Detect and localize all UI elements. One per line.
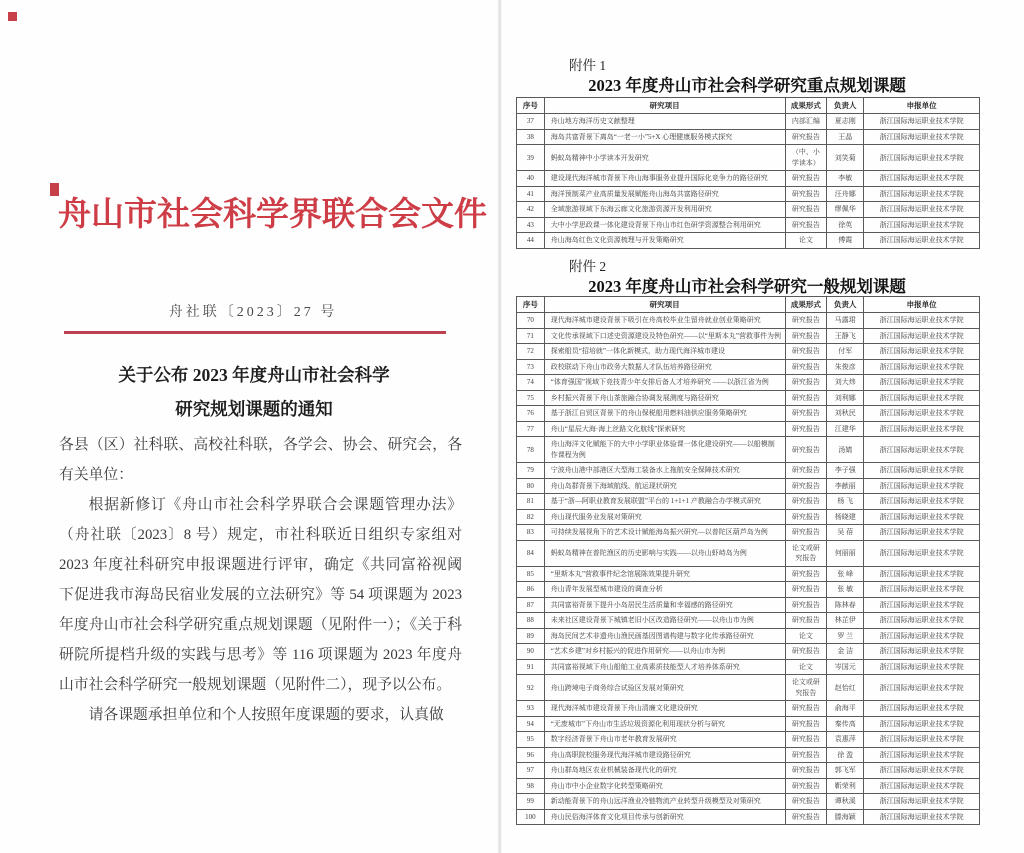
body-paragraph: 根据新修订《舟山市社会科学界联合会课题管理办法》（舟社联〔2023〕8 号）规定，市社科联近日组织专家组对 2023 年度社科研究申报课题进行评审，确定《共同富裕视阈下促进我市海岛民宿业发展的立法研究》等 54 项课题为 2023 年度舟山市社会科学研究重点规划课题（见附件一）；《关于科研院所提档升级的实践与思考》等 116 项课题为 2023 年度舟山市社会科学研究一般规划课题（见附件二），现予以公布。 xyxy=(59,497,462,693)
result-form-cell: 研究报告 xyxy=(785,747,827,763)
row-number-cell: 95 xyxy=(517,732,545,748)
project-title-cell: 舟山群岛地区农业机械装备现代化的研究 xyxy=(544,763,785,779)
row-number-cell: 73 xyxy=(517,359,545,375)
project-title-cell: 数字经济背景下舟山市老年教育发展研究 xyxy=(544,732,785,748)
unit-cell: 浙江国际海运职业技术学院 xyxy=(864,375,980,391)
leader-cell: 何丽丽 xyxy=(827,540,864,566)
result-form-cell: 论文或研究报告 xyxy=(785,540,827,566)
attachment2-label: 附件 2 xyxy=(569,259,607,274)
column-header: 成果形式 xyxy=(785,98,827,114)
row-number-cell: 77 xyxy=(517,421,545,437)
result-form-cell: 研究报告 xyxy=(785,732,827,748)
salutation-paragraph: 各县（区）社科联、高校社科联，各学会、协会、研究会，各有关单位： xyxy=(59,437,462,483)
leader-cell: 张 敏 xyxy=(827,582,864,598)
unit-cell: 浙江国际海运职业技术学院 xyxy=(864,747,980,763)
notice-title-line1: 关于公布 2023 年度舟山市社会科学 xyxy=(118,365,390,385)
leader-cell: 罗 兰 xyxy=(827,628,864,644)
row-number-cell: 94 xyxy=(517,716,545,732)
table-row xyxy=(517,145,980,171)
row-number-cell: 79 xyxy=(517,463,545,479)
result-form-cell: 研究报告 xyxy=(785,613,827,629)
row-number-cell: 98 xyxy=(517,778,545,794)
unit-cell: 浙江国际海运职业技术学院 xyxy=(864,613,980,629)
row-number-cell: 97 xyxy=(517,763,545,779)
unit-cell: 浙江国际海运职业技术学院 xyxy=(864,628,980,644)
row-number-cell: 42 xyxy=(517,202,545,218)
notice-page xyxy=(0,0,505,853)
project-title-cell: 探索船员“招培就”一体化新模式，助力现代海洋城市建设 xyxy=(544,344,785,360)
project-title-cell: “无废城市”下舟山市生活垃圾资源化利用现状分析与研究 xyxy=(544,716,785,732)
unit-cell: 浙江国际海运职业技术学院 xyxy=(864,145,980,171)
leader-cell: 马露珺 xyxy=(827,313,864,329)
table-row xyxy=(517,509,980,525)
table-row xyxy=(517,644,980,660)
attachments-page xyxy=(505,0,1024,853)
leader-cell: 王静飞 xyxy=(827,328,864,344)
result-form-cell: 论文或研究报告 xyxy=(785,675,827,701)
row-number-cell: 70 xyxy=(517,313,545,329)
table-row xyxy=(517,344,980,360)
table-row xyxy=(517,186,980,202)
row-number-cell: 90 xyxy=(517,644,545,660)
unit-cell: 浙江国际海运职业技术学院 xyxy=(864,463,980,479)
table-row xyxy=(517,540,980,566)
project-title-cell: 舟山青年发展型城市建设的调查分析 xyxy=(544,582,785,598)
general-projects-table xyxy=(516,296,980,825)
column-header: 申报单位 xyxy=(864,98,980,114)
result-form-cell: 研究报告 xyxy=(785,582,827,598)
row-number-cell: 86 xyxy=(517,582,545,598)
table-row xyxy=(517,233,980,249)
project-title-cell: “艺术乡建”对乡村振兴的促进作用研究——以舟山市为例 xyxy=(544,644,785,660)
attachment1-label: 附件 1 xyxy=(569,58,607,73)
leader-cell: 赵怡红 xyxy=(827,675,864,701)
project-title-cell: 未来社区建设背景下城镇老旧小区改造路径研究——以舟山市为例 xyxy=(544,613,785,629)
row-number-cell: 72 xyxy=(517,344,545,360)
leader-cell: 俞海平 xyxy=(827,701,864,717)
row-number-cell: 71 xyxy=(517,328,545,344)
project-title-cell: 共同富裕背景下提升小岛居民生活质量和幸福感的路径研究 xyxy=(544,597,785,613)
unit-cell: 浙江国际海运职业技术学院 xyxy=(864,675,980,701)
leader-cell: 夏志刚 xyxy=(827,114,864,130)
leader-cell: 汤婧 xyxy=(827,437,864,463)
result-form-cell: 研究报告 xyxy=(785,437,827,463)
project-title-cell: 舟山跨境电子商务综合试验区发展对策研究 xyxy=(544,675,785,701)
unit-cell: 浙江国际海运职业技术学院 xyxy=(864,716,980,732)
table-row xyxy=(517,437,980,463)
project-title-cell: 宁波舟山港中部港区大型海工装备水上拖航安全保障技术研究 xyxy=(544,463,785,479)
leader-cell: 张 峰 xyxy=(827,566,864,582)
table-header-row xyxy=(517,297,980,313)
row-number-cell: 81 xyxy=(517,494,545,510)
unit-cell: 浙江国际海运职业技术学院 xyxy=(864,359,980,375)
unit-cell: 浙江国际海运职业技术学院 xyxy=(864,421,980,437)
table-row xyxy=(517,659,980,675)
unit-cell: 浙江国际海运职业技术学院 xyxy=(864,129,980,145)
leader-cell: 陈林春 xyxy=(827,597,864,613)
project-title-cell: 海岛共富背景下离岛“一老一小”5+X 心理健康服务模式探究 xyxy=(544,129,785,145)
table-row xyxy=(517,809,980,825)
leader-cell: 刘笑菊 xyxy=(827,145,864,171)
leader-cell: 金 洁 xyxy=(827,644,864,660)
leader-cell: 汪舟娜 xyxy=(827,186,864,202)
unit-cell: 浙江国际海运职业技术学院 xyxy=(864,644,980,660)
project-title-cell: 舟山海洋文化赋能下的大中小学职业体验课一体化建设研究——以船模制作课程为例 xyxy=(544,437,785,463)
leader-cell: 吴 蓓 xyxy=(827,525,864,541)
table-row xyxy=(517,313,980,329)
unit-cell: 浙江国际海运职业技术学院 xyxy=(864,344,980,360)
unit-cell: 浙江国际海运职业技术学院 xyxy=(864,478,980,494)
result-form-cell: 研究报告 xyxy=(785,763,827,779)
project-title-cell: 舟山岛群背景下海域航线、航运现状研究 xyxy=(544,478,785,494)
leader-cell: 王晶 xyxy=(827,129,864,145)
unit-cell: 浙江国际海运职业技术学院 xyxy=(864,114,980,130)
table-row xyxy=(517,701,980,717)
unit-cell: 浙江国际海运职业技术学院 xyxy=(864,525,980,541)
unit-cell: 浙江国际海运职业技术学院 xyxy=(864,809,980,825)
unit-cell: 浙江国际海运职业技术学院 xyxy=(864,313,980,329)
leader-cell: 徐英 xyxy=(827,217,864,233)
row-number-cell: 44 xyxy=(517,233,545,249)
table-row xyxy=(517,478,980,494)
project-title-cell: “里斯本丸”营救事件纪念馆展陈效果提升研究 xyxy=(544,566,785,582)
result-form-cell: 研究报告 xyxy=(785,359,827,375)
project-title-cell: 共同富裕视域下舟山船舶工业高素质技能型人才培养体系研究 xyxy=(544,659,785,675)
column-header: 成果形式 xyxy=(785,297,827,313)
leader-cell: 李敏 xyxy=(827,171,864,187)
project-title-cell: 现代海洋城市建设背景下舟山清廉文化建设研究 xyxy=(544,701,785,717)
table-row xyxy=(517,375,980,391)
project-title-cell: 舟山地方海洋历史文献整理 xyxy=(544,114,785,130)
result-form-cell: 研究报告 xyxy=(785,716,827,732)
leader-cell: 傅霞 xyxy=(827,233,864,249)
project-title-cell: 基于“浙—阿职业教育发展联盟”平台的 1+1+1 产教融合办学模式研究 xyxy=(544,494,785,510)
table-row xyxy=(517,406,980,422)
unit-cell: 浙江国际海运职业技术学院 xyxy=(864,171,980,187)
unit-cell: 浙江国际海运职业技术学院 xyxy=(864,494,980,510)
table-row xyxy=(517,328,980,344)
result-form-cell: 研究报告 xyxy=(785,494,827,510)
result-form-cell: 研究报告 xyxy=(785,313,827,329)
table-row xyxy=(517,732,980,748)
row-number-cell: 40 xyxy=(517,171,545,187)
project-title-cell: 舟山海岛红色文化资源梳理与开发策略研究 xyxy=(544,233,785,249)
result-form-cell: 研究报告 xyxy=(785,566,827,582)
result-form-cell: 研究报告 xyxy=(785,644,827,660)
leader-cell: 杨 飞 xyxy=(827,494,864,510)
unit-cell: 浙江国际海运职业技术学院 xyxy=(864,509,980,525)
unit-cell: 浙江国际海运职业技术学院 xyxy=(864,390,980,406)
project-title-cell: 舟山“星辰大海·海上丝路文化航线”探索研究 xyxy=(544,421,785,437)
result-form-cell: 论文 xyxy=(785,659,827,675)
attachment1-title: 2023 年度舟山市社会科学研究重点规划课题 xyxy=(588,76,906,95)
unit-cell: 浙江国际海运职业技术学院 xyxy=(864,597,980,613)
leader-cell: 滕海颖 xyxy=(827,809,864,825)
row-number-cell: 92 xyxy=(517,675,545,701)
leader-cell: 靳荣利 xyxy=(827,778,864,794)
result-form-cell: 研究报告 xyxy=(785,463,827,479)
table-row xyxy=(517,566,980,582)
result-form-cell: 研究报告 xyxy=(785,328,827,344)
column-header: 研究项目 xyxy=(544,297,785,313)
table-row xyxy=(517,613,980,629)
result-form-cell: 研究报告 xyxy=(785,406,827,422)
row-number-cell: 93 xyxy=(517,701,545,717)
row-number-cell: 78 xyxy=(517,437,545,463)
body-paragraph: 请各课题承担单位和个人按照年度课题的要求，认真做 xyxy=(88,707,444,723)
leader-cell: 朱俊彦 xyxy=(827,359,864,375)
result-form-cell: 论文 xyxy=(785,628,827,644)
row-number-cell: 96 xyxy=(517,747,545,763)
table-row xyxy=(517,202,980,218)
project-title-cell: 舟山现代服务业发展对策研究 xyxy=(544,509,785,525)
result-form-cell: 研究报告 xyxy=(785,478,827,494)
result-form-cell: 研究报告 xyxy=(785,129,827,145)
leader-cell: 徐 盈 xyxy=(827,747,864,763)
notice-body xyxy=(59,430,462,730)
table-row xyxy=(517,763,980,779)
table-row xyxy=(517,114,980,130)
unit-cell: 浙江国际海运职业技术学院 xyxy=(864,659,980,675)
red-divider-rule xyxy=(64,331,446,334)
leader-cell: 秦传高 xyxy=(827,716,864,732)
project-title-cell: 蚂蚁岛精神中小学读本开发研究 xyxy=(544,145,785,171)
table-row xyxy=(517,494,980,510)
result-form-cell: 内部汇编 xyxy=(785,114,827,130)
unit-cell: 浙江国际海运职业技术学院 xyxy=(864,406,980,422)
key-projects-table xyxy=(516,97,980,249)
table-row xyxy=(517,129,980,145)
row-number-cell: 39 xyxy=(517,145,545,171)
row-number-cell: 37 xyxy=(517,114,545,130)
result-form-cell: 研究报告 xyxy=(785,375,827,391)
column-header: 研究项目 xyxy=(544,98,785,114)
unit-cell: 浙江国际海运职业技术学院 xyxy=(864,778,980,794)
unit-cell: 浙江国际海运职业技术学院 xyxy=(864,794,980,810)
table-row xyxy=(517,778,980,794)
notice-title-line2: 研究规划课题的通知 xyxy=(175,399,333,419)
result-form-cell: 研究报告 xyxy=(785,701,827,717)
table-row xyxy=(517,716,980,732)
leader-cell: 谭秋溪 xyxy=(827,794,864,810)
table-row xyxy=(517,794,980,810)
leader-cell: 刘秋民 xyxy=(827,406,864,422)
project-title-cell: 舟山市中小企业数字化转型策略研究 xyxy=(544,778,785,794)
unit-cell: 浙江国际海运职业技术学院 xyxy=(864,328,980,344)
row-number-cell: 80 xyxy=(517,478,545,494)
project-title-cell: 文化传承视域下口述史资源建设及特色研究——以“里斯本丸”营救事件为例 xyxy=(544,328,785,344)
row-number-cell: 88 xyxy=(517,613,545,629)
row-number-cell: 74 xyxy=(517,375,545,391)
leader-cell: 江建华 xyxy=(827,421,864,437)
table-row xyxy=(517,390,980,406)
row-number-cell: 87 xyxy=(517,597,545,613)
table-row xyxy=(517,171,980,187)
leader-cell: 郭飞军 xyxy=(827,763,864,779)
unit-cell: 浙江国际海运职业技术学院 xyxy=(864,566,980,582)
row-number-cell: 43 xyxy=(517,217,545,233)
unit-cell: 浙江国际海运职业技术学院 xyxy=(864,732,980,748)
row-number-cell: 85 xyxy=(517,566,545,582)
project-title-cell: 可持续发展视角下的艺术设计赋能海岛振兴研究—以普陀区葫芦岛为例 xyxy=(544,525,785,541)
result-form-cell: 研究报告 xyxy=(785,525,827,541)
notice-title xyxy=(58,358,450,426)
column-header: 序号 xyxy=(517,98,545,114)
row-number-cell: 38 xyxy=(517,129,545,145)
result-form-cell: 研究报告 xyxy=(785,597,827,613)
result-form-cell: 研究报告 xyxy=(785,186,827,202)
unit-cell: 浙江国际海运职业技术学院 xyxy=(864,186,980,202)
result-form-cell: 研究报告 xyxy=(785,809,827,825)
leader-cell: 李献丽 xyxy=(827,478,864,494)
project-title-cell: 新动能背景下的舟山远洋渔业冷链物流产业转型升级模型及对策研究 xyxy=(544,794,785,810)
row-number-cell: 41 xyxy=(517,186,545,202)
project-title-cell: “体育强国”视域下竞技青少年女排后备人才培养研究 ——以浙江省为例 xyxy=(544,375,785,391)
table-row xyxy=(517,628,980,644)
project-title-cell: 舟山民俗海洋体育文化项目传承与创新研究 xyxy=(544,809,785,825)
result-form-cell: 研究报告 xyxy=(785,390,827,406)
column-header: 负责人 xyxy=(827,297,864,313)
project-title-cell: 蚂蚁岛精神在普陀渔区的历史影响与实践——以舟山虾峙岛为例 xyxy=(544,540,785,566)
leader-cell: 李子强 xyxy=(827,463,864,479)
document-number: 舟社联〔2023〕27 号 xyxy=(168,305,338,320)
table-header-row xyxy=(517,98,980,114)
unit-cell: 浙江国际海运职业技术学院 xyxy=(864,437,980,463)
table-row xyxy=(517,463,980,479)
project-title-cell: 乡村振兴背景下舟山茶旅融合协调发展测度与路径研究 xyxy=(544,390,785,406)
result-form-cell: 研究报告 xyxy=(785,778,827,794)
project-title-cell: 舟山高职院校服务现代海洋城市建设路径研究 xyxy=(544,747,785,763)
unit-cell: 浙江国际海运职业技术学院 xyxy=(864,582,980,598)
leader-cell: 刘利娜 xyxy=(827,390,864,406)
unit-cell: 浙江国际海运职业技术学院 xyxy=(864,217,980,233)
row-number-cell: 76 xyxy=(517,406,545,422)
table-row xyxy=(517,747,980,763)
result-form-cell: 研究报告 xyxy=(785,171,827,187)
unit-cell: 浙江国际海运职业技术学院 xyxy=(864,202,980,218)
row-number-cell: 91 xyxy=(517,659,545,675)
project-title-cell: 政校联动下舟山市政务大数据人才队伍培养路径研究 xyxy=(544,359,785,375)
leader-cell: 林芷伊 xyxy=(827,613,864,629)
project-title-cell: 海岛民间艺术非遗舟山渔民画基因图谱构建与数字化传承路径研究 xyxy=(544,628,785,644)
table-row xyxy=(517,597,980,613)
row-number-cell: 89 xyxy=(517,628,545,644)
result-form-cell: 研究报告 xyxy=(785,421,827,437)
table-row xyxy=(517,582,980,598)
project-title-cell: 海洋预制菜产业高质量发展赋能舟山海岛共富路径研究 xyxy=(544,186,785,202)
leader-cell: 袁惠萍 xyxy=(827,732,864,748)
column-header: 负责人 xyxy=(827,98,864,114)
table-row xyxy=(517,359,980,375)
unit-cell: 浙江国际海运职业技术学院 xyxy=(864,763,980,779)
masthead-title: 舟山市社会科学界联合会文件 xyxy=(58,197,487,233)
unit-cell: 浙江国际海运职业技术学院 xyxy=(864,233,980,249)
leader-cell: 岑国元 xyxy=(827,659,864,675)
attachment2-title: 2023 年度舟山市社会科学研究一般规划课题 xyxy=(588,277,906,296)
project-title-cell: 建设现代海洋城市背景下舟山海事服务业提升国际化竞争力的路径研究 xyxy=(544,171,785,187)
result-form-cell: 研究报告 xyxy=(785,509,827,525)
column-header: 申报单位 xyxy=(864,297,980,313)
result-form-cell: 研究报告 xyxy=(785,344,827,360)
project-title-cell: 现代海洋城市建设背景下吸引在舟高校毕业生留舟就业创业策略研究 xyxy=(544,313,785,329)
result-form-cell: 论文 xyxy=(785,233,827,249)
result-form-cell: 研究报告 xyxy=(785,794,827,810)
row-number-cell: 100 xyxy=(517,809,545,825)
row-number-cell: 84 xyxy=(517,540,545,566)
leader-cell: 杨晓建 xyxy=(827,509,864,525)
table-row xyxy=(517,675,980,701)
project-title-cell: 全域旅游视域下东海云廊文化旅游资源开发利用研究 xyxy=(544,202,785,218)
unit-cell: 浙江国际海运职业技术学院 xyxy=(864,540,980,566)
result-form-cell: （中、小学读本） xyxy=(785,145,827,171)
result-form-cell: 研究报告 xyxy=(785,202,827,218)
leader-cell: 付军 xyxy=(827,344,864,360)
leader-cell: 缪佩华 xyxy=(827,202,864,218)
table-row xyxy=(517,217,980,233)
result-form-cell: 研究报告 xyxy=(785,217,827,233)
leader-cell: 刘大炜 xyxy=(827,375,864,391)
row-number-cell: 75 xyxy=(517,390,545,406)
column-header: 序号 xyxy=(517,297,545,313)
project-title-cell: 大中小学思政课一体化建设背景下舟山市红色研学资源整合利用研究 xyxy=(544,217,785,233)
row-number-cell: 99 xyxy=(517,794,545,810)
row-number-cell: 82 xyxy=(517,509,545,525)
table-row xyxy=(517,421,980,437)
table-row xyxy=(517,525,980,541)
project-title-cell: 基于浙江自贸区背景下的舟山保税船用燃料油供应服务策略研究 xyxy=(544,406,785,422)
unit-cell: 浙江国际海运职业技术学院 xyxy=(864,701,980,717)
row-number-cell: 83 xyxy=(517,525,545,541)
